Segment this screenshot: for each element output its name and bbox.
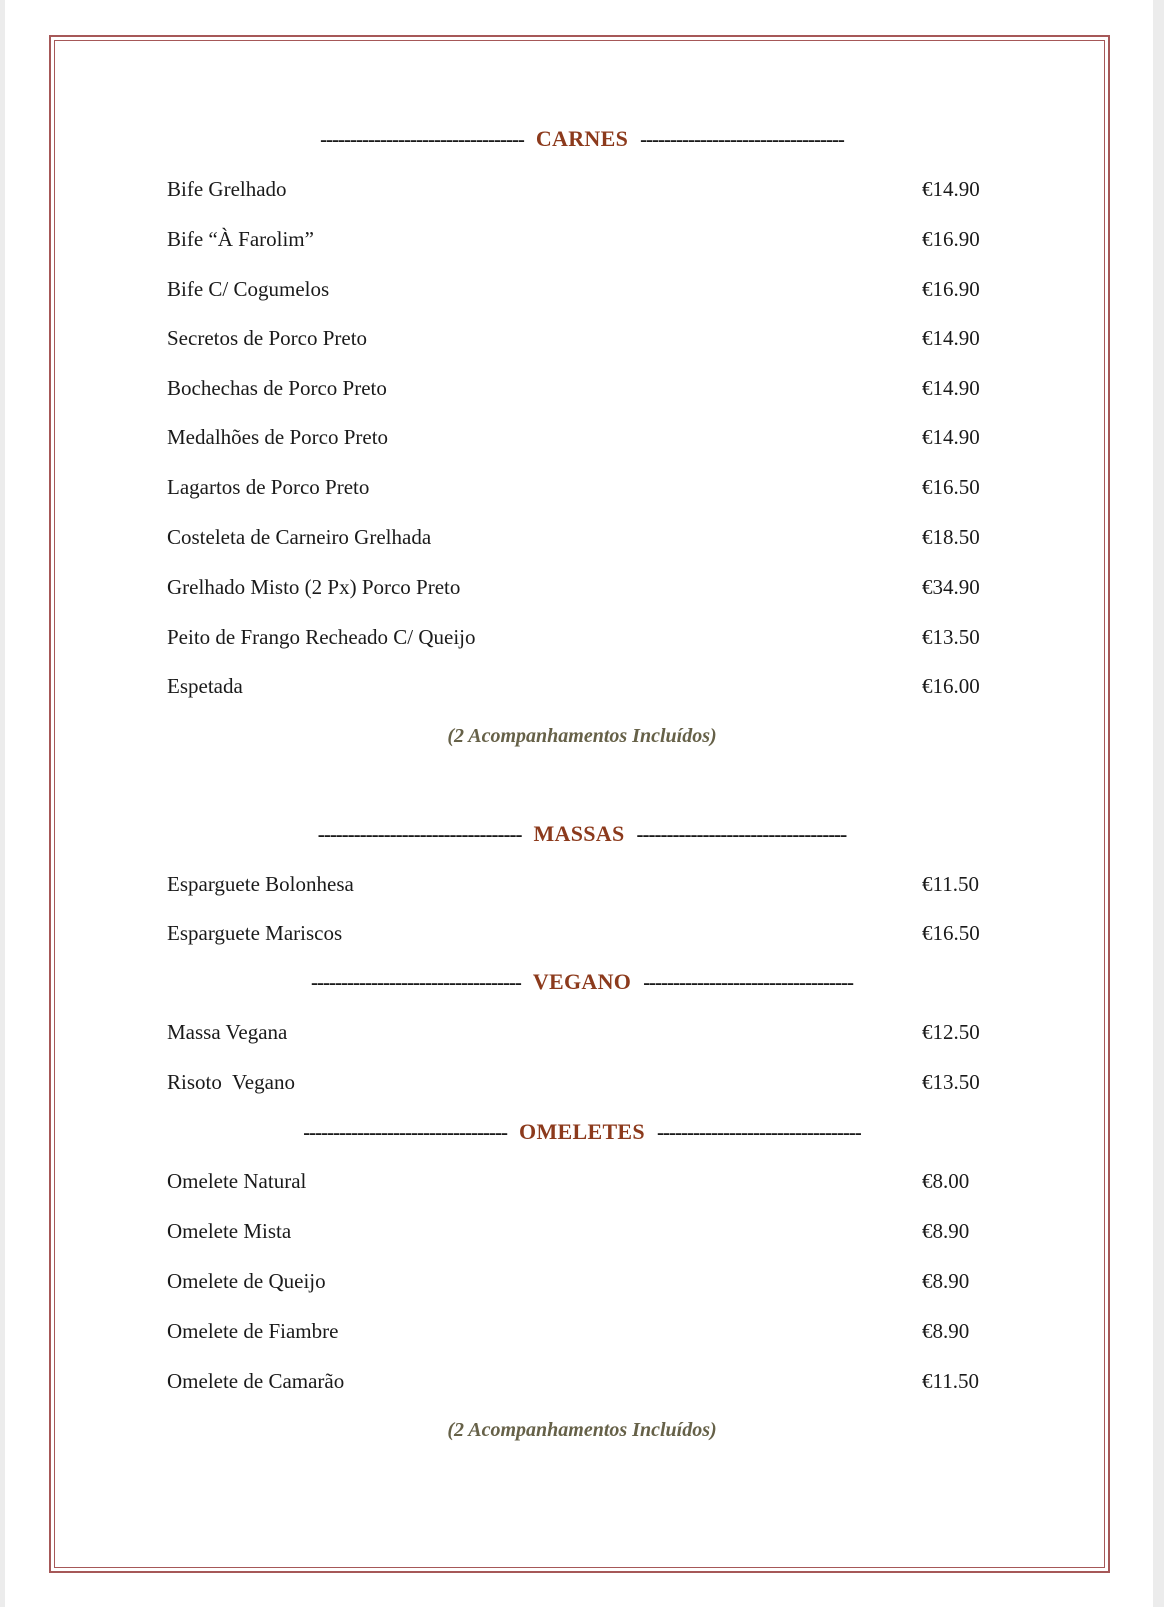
item-name: Esparguete Mariscos — [167, 921, 343, 945]
item-name: Costeleta de Carneiro Grelhada — [167, 525, 432, 549]
item-name: Lagartos de Porco Preto — [167, 475, 370, 499]
menu-item — [167, 1366, 982, 1396]
item-name: Omelete de Fiambre — [167, 1319, 339, 1343]
item-name: Bife C/ Cogumelos — [167, 277, 330, 301]
item-price: €12.50 — [922, 1020, 980, 1044]
item-name: Omelete Natural — [167, 1169, 307, 1193]
item-price: €14.90 — [922, 177, 980, 201]
section-title-massas: MASSAS — [533, 821, 625, 846]
dash-divider-left: ---------------------------------- — [320, 127, 524, 151]
menu-item — [167, 373, 982, 403]
item-price: €8.00 — [922, 1169, 970, 1193]
item-price: €16.90 — [922, 277, 980, 301]
dash-divider-left: ----------------------------------- — [311, 970, 521, 994]
menu-item — [167, 522, 982, 552]
item-price: €13.50 — [922, 625, 980, 649]
item-name: Medalhões de Porco Preto — [167, 425, 389, 449]
item-name: Massa Vegana — [167, 1020, 288, 1044]
section-header-massas — [0, 819, 1164, 849]
menu-item — [167, 1216, 982, 1246]
sides-included-note: (2 Acompanhamentos Incluídos) — [447, 1419, 717, 1441]
item-name: Omelete Mista — [167, 1219, 292, 1243]
item-price: €16.50 — [922, 921, 980, 945]
item-price: €16.00 — [922, 674, 980, 698]
item-price: €14.90 — [922, 425, 980, 449]
item-price: €34.90 — [922, 575, 980, 599]
menu-item — [167, 274, 982, 304]
menu-item — [167, 1067, 982, 1097]
menu-item — [167, 622, 982, 652]
menu-item — [167, 1266, 982, 1296]
section-header-vegano — [0, 967, 1164, 997]
item-price: €8.90 — [922, 1319, 970, 1343]
item-name: Peito de Frango Recheado C/ Queijo — [167, 625, 476, 649]
menu-item — [167, 323, 982, 353]
dash-divider-right: ---------------------------------- — [640, 127, 844, 151]
section-title-omeletes: OMELETES — [519, 1119, 645, 1144]
item-price: €8.90 — [922, 1269, 970, 1293]
menu-item — [167, 1017, 982, 1047]
menu-item — [167, 472, 982, 502]
item-name: Risoto Vegano — [167, 1070, 295, 1094]
dash-divider-right: ----------------------------------- — [643, 970, 853, 994]
item-name: Omelete de Queijo — [167, 1269, 326, 1293]
menu-item — [167, 572, 982, 602]
menu-item — [167, 869, 982, 899]
menu-item — [167, 1316, 982, 1346]
item-price: €14.90 — [922, 376, 980, 400]
item-name: Bife Grelhado — [167, 177, 287, 201]
item-price: €18.50 — [922, 525, 980, 549]
item-name: Esparguete Bolonhesa — [167, 872, 354, 896]
item-name: Omelete de Camarão — [167, 1369, 345, 1393]
item-name: Secretos de Porco Preto — [167, 326, 368, 350]
sides-included-note: (2 Acompanhamentos Incluídos) — [447, 725, 717, 747]
item-name: Grelhado Misto (2 Px) Porco Preto — [167, 575, 461, 599]
menu-item — [167, 224, 982, 254]
dash-divider-left: ---------------------------------- — [317, 822, 522, 846]
item-name: Bochechas de Porco Preto — [167, 376, 387, 400]
dash-divider-left: ---------------------------------- — [303, 1120, 508, 1144]
dash-divider-right: ----------------------------------- — [636, 822, 847, 846]
section-title-vegano: VEGANO — [532, 969, 632, 994]
menu-item — [167, 1166, 982, 1196]
menu-item — [167, 422, 982, 452]
menu-item — [167, 174, 982, 204]
item-price: €11.50 — [922, 1369, 979, 1393]
item-price: €16.50 — [922, 475, 980, 499]
section-header-carnes — [0, 124, 1164, 154]
dash-divider-right: ---------------------------------- — [656, 1120, 861, 1144]
item-price: €16.90 — [922, 227, 980, 251]
section-header-omeletes — [0, 1117, 1164, 1147]
item-price: €8.90 — [922, 1219, 970, 1243]
item-price: €14.90 — [922, 326, 980, 350]
item-price: €13.50 — [922, 1070, 980, 1094]
section-title-carnes: CARNES — [535, 126, 629, 151]
item-price: €11.50 — [922, 872, 979, 896]
item-name: Bife “À Farolim” — [167, 227, 314, 251]
menu-item — [167, 918, 982, 948]
menu-item — [167, 671, 982, 701]
item-name: Espetada — [167, 674, 243, 698]
